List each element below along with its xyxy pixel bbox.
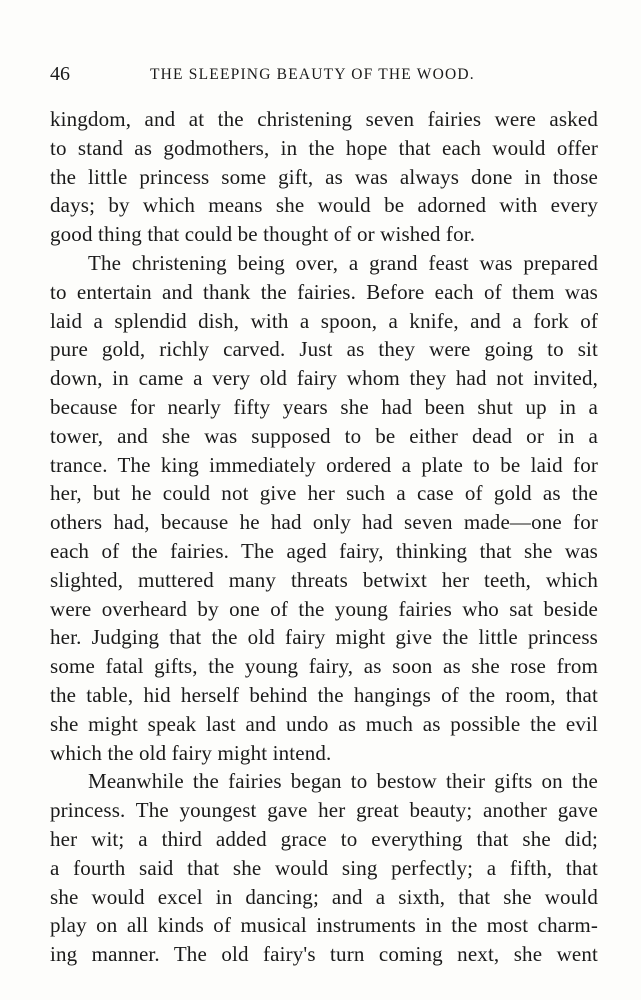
text-line: her. Judging that the old fairy might give the little princess: [50, 625, 598, 650]
page-number: 46: [50, 63, 70, 85]
running-head: [50, 62, 598, 88]
text-line: she might speak last and undo as much as possible the evil: [50, 711, 598, 736]
text-line: pure gold, richly carved. Just as they were going to sit: [50, 337, 598, 362]
paragraph: [50, 767, 598, 969]
text-line: Meanwhile the fairies began to bestow their gifts on the: [88, 769, 598, 794]
text-line: to stand as godmothers, in the hope that each would offer: [50, 135, 598, 160]
paragraph: [50, 105, 598, 249]
text-line: her, but he could not give her such a case of gold as the: [50, 481, 598, 506]
text-line: princess. The youngest gave her great beauty; another gave: [50, 798, 598, 823]
text-line: trance. The king immediately ordered a plate to be laid for: [50, 452, 598, 477]
text-line: The christening being over, a grand feast was prepared: [88, 250, 598, 275]
text-line: to entertain and thank the fairies. Before each of them was: [50, 279, 598, 304]
text-line: ing manner. The old fairy's turn coming next, she went: [50, 942, 598, 967]
text-line: each of the fairies. The aged fairy, thinking that she was: [50, 538, 598, 563]
body-text: [50, 105, 598, 969]
text-line: slighted, muttered many threats betwixt her teeth, which: [50, 567, 598, 592]
text-line: others had, because he had only had seven made—one for: [50, 510, 598, 535]
text-line: tower, and she was supposed to be either dead or in a: [50, 423, 598, 448]
text-line: the little princess some gift, as was always done in those: [50, 164, 598, 189]
text-line: because for nearly fifty years she had been shut up in a: [50, 394, 598, 419]
text-line: her wit; a third added grace to everything that she did;: [50, 826, 598, 851]
text-line: kingdom, and at the christening seven fairies were asked: [50, 107, 598, 131]
text-line: good thing that could be thought of or wished for.: [50, 222, 476, 247]
text-line: a fourth said that she would sing perfectly; a fifth, that: [50, 855, 598, 880]
text-line: play on all kinds of musical instruments in the most charm-: [50, 913, 598, 938]
text-line: which the old fairy might intend.: [50, 740, 332, 765]
text-line: laid a splendid dish, with a spoon, a knife, and a fork of: [50, 308, 598, 333]
text-line: she would excel in dancing; and a sixth, that she would: [50, 884, 598, 909]
text-line: were overheard by one of the young fairies who sat beside: [50, 596, 598, 621]
text-line: some fatal gifts, the young fairy, as soon as she rose from: [50, 654, 598, 679]
running-head-title: THE SLEEPING BEAUTY OF THE WOOD.: [150, 66, 475, 83]
text-line: days; by which means she would be adorned with every: [50, 193, 598, 218]
paragraph: [50, 249, 598, 767]
text-line: down, in came a very old fairy whom they had not invited,: [50, 366, 598, 391]
text-line: the table, hid herself behind the hangings of the room, that: [50, 682, 598, 707]
